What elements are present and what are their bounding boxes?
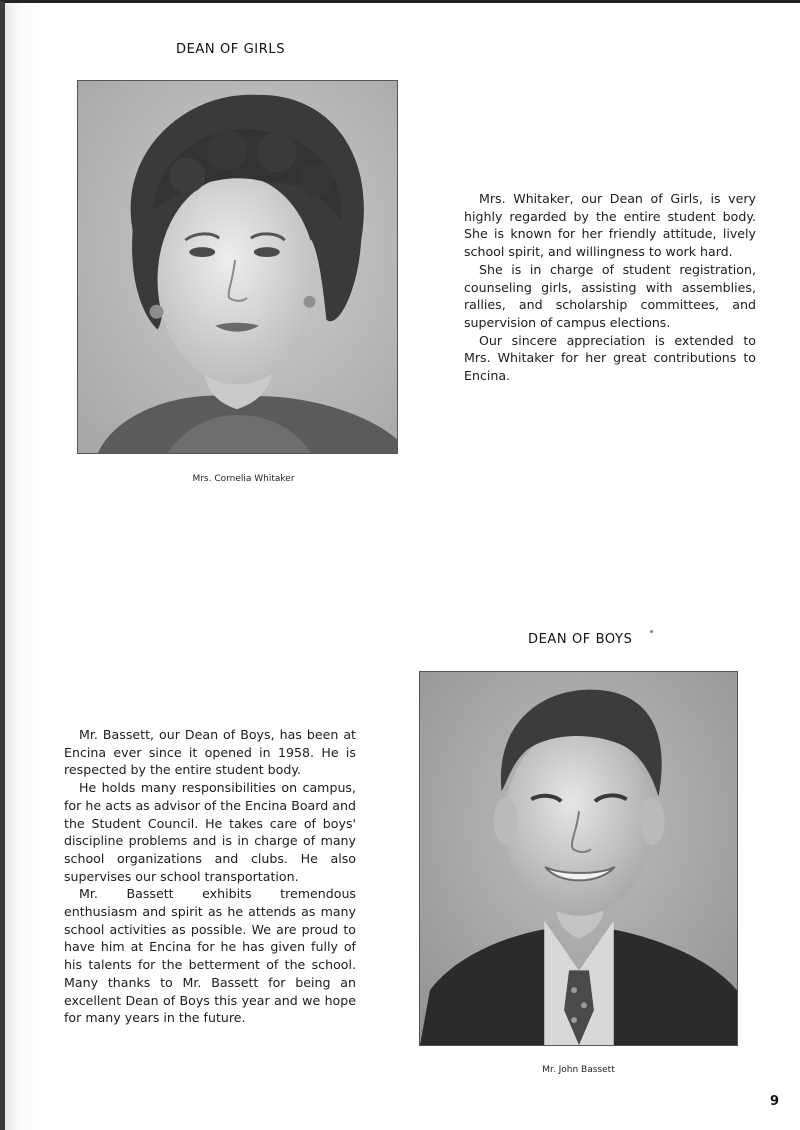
dean-of-boys-heading: DEAN OF BOYS bbox=[528, 632, 633, 647]
print-speck bbox=[650, 630, 653, 633]
dean-of-girls-heading: DEAN OF GIRLS bbox=[176, 42, 286, 57]
boys-paragraph-2: He holds many responsibilities on campus, for he acts as advisor of the Encina Board and the Student Council. He takes care of boys' discipline problems and is in charge of many school organizations and clubs. He also supervises our school transportation. bbox=[64, 780, 356, 884]
boys-paragraph-1: Mr. Bassett, our Dean of Boys, has been at Encina ever since it opened in 1958. He is respected by the entire student body. bbox=[64, 727, 356, 778]
whitaker-caption: Mrs. Cornelia Whitaker bbox=[192, 474, 295, 484]
bassett-portrait-image bbox=[420, 672, 737, 1045]
girls-paragraph-3: Our sincere appreciation is extended to Mrs. Whitaker for her great contributions to Encina. bbox=[464, 332, 756, 384]
whitaker-portrait-image bbox=[78, 81, 397, 453]
whitaker-photo bbox=[77, 80, 398, 454]
dean-of-girls-text bbox=[464, 190, 756, 385]
bassett-photo bbox=[419, 671, 738, 1046]
page-number: 9 bbox=[769, 1094, 779, 1109]
dean-of-boys-text bbox=[64, 726, 356, 1027]
bassett-caption: Mr. John Bassett bbox=[542, 1065, 615, 1075]
girls-paragraph-2: She is in charge of student registration, counseling girls, assisting with assemblies, rallies, and scholarship committees, and supervision of campus elections. bbox=[464, 261, 756, 330]
boys-paragraph-3: Mr. Bassett exhibits tremendous enthusiasm and spirit as he attends as many school activities as possible. We are proud to have him at Encina for he has given fully of his talents for the betterment of the school. Many thanks to Mr. Bassett for being an excellent Dean of Boys this year and we hope for many years in the future. bbox=[64, 886, 356, 1026]
girls-paragraph-1: Mrs. Whitaker, our Dean of Girls, is very highly regarded by the entire student body. She is known for her friendly attitude, lively school spirit, and willingness to work hard. bbox=[464, 191, 756, 260]
